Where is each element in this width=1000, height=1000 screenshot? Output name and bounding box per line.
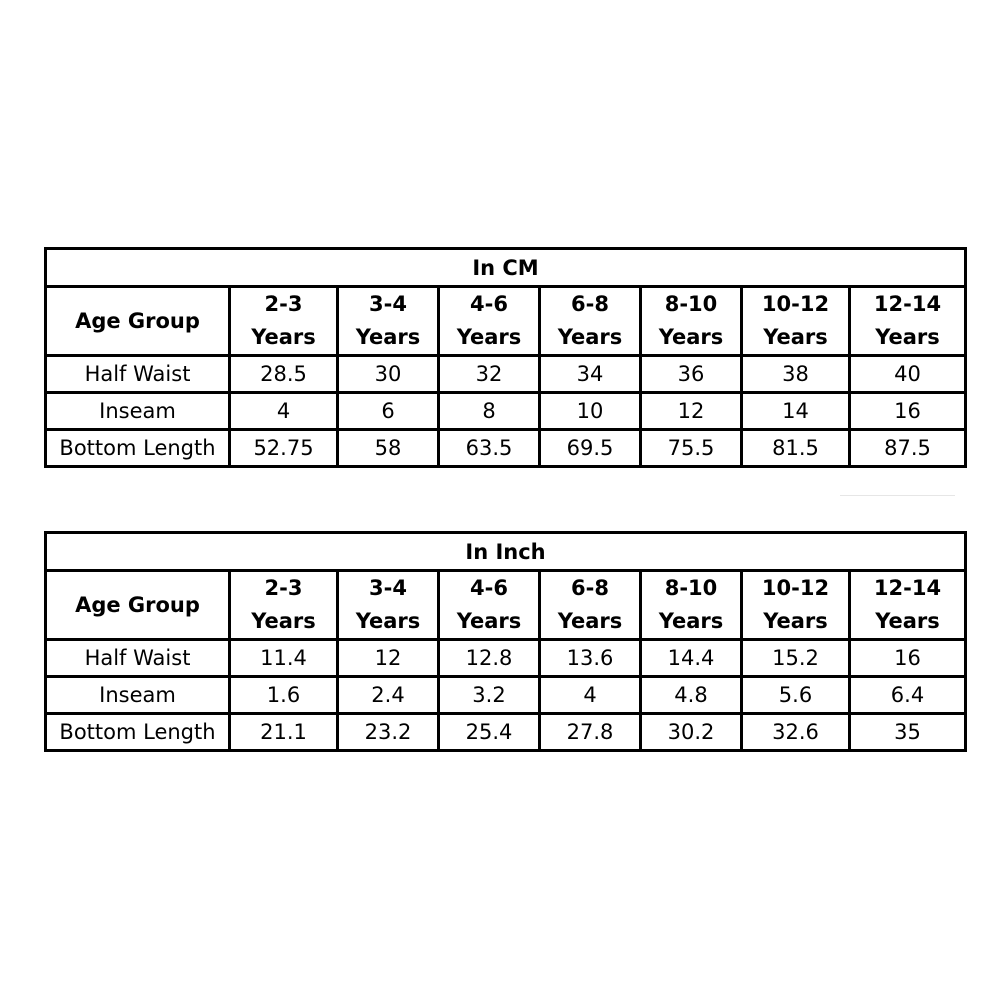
table-cell: 12	[338, 640, 439, 677]
table-cell: 16	[850, 393, 966, 430]
table-cell: 32	[439, 356, 540, 393]
age-column-header	[230, 287, 338, 356]
age-range: 6-8	[571, 576, 609, 600]
age-unit: Years	[557, 325, 623, 349]
age-range: 10-12	[761, 576, 830, 600]
age-column-header	[439, 287, 540, 356]
table-cell: 6	[338, 393, 439, 430]
table-cell: 40	[850, 356, 966, 393]
table-title-row	[46, 533, 966, 571]
table-cell: 21.1	[230, 714, 338, 751]
table-cell: 81.5	[742, 430, 850, 467]
age-unit: Years	[456, 325, 522, 349]
age-unit: Years	[658, 325, 724, 349]
age-unit: Years	[875, 609, 940, 633]
table-cell: 69.5	[540, 430, 641, 467]
table-cell: 12.8	[439, 640, 540, 677]
age-column-header	[742, 571, 850, 640]
age-range: 10-12	[761, 292, 830, 316]
age-range: 4-6	[470, 576, 508, 600]
divider-line	[840, 495, 955, 496]
table-row	[46, 640, 966, 677]
age-group-header: Age Group	[46, 571, 230, 640]
age-unit: Years	[251, 325, 316, 349]
age-unit: Years	[763, 325, 828, 349]
table-cell: 11.4	[230, 640, 338, 677]
size-chart-inch-table	[44, 531, 967, 752]
age-column-header	[439, 571, 540, 640]
row-label: Inseam	[46, 393, 230, 430]
age-range: 4-6	[470, 292, 508, 316]
table-cell: 1.6	[230, 677, 338, 714]
age-column-header	[850, 287, 966, 356]
table-cell: 10	[540, 393, 641, 430]
age-range: 6-8	[571, 292, 609, 316]
table-row	[46, 430, 966, 467]
age-range: 12-14	[873, 576, 942, 600]
age-range: 2-3	[264, 292, 303, 316]
age-column-header	[742, 287, 850, 356]
age-range: 2-3	[264, 576, 303, 600]
age-column-header	[641, 287, 742, 356]
age-column-header	[641, 571, 742, 640]
age-unit: Years	[355, 325, 421, 349]
table-cell: 75.5	[641, 430, 742, 467]
age-range: 12-14	[873, 292, 942, 316]
table-title: In Inch	[46, 533, 966, 571]
table-title-row	[46, 249, 966, 287]
table-cell: 36	[641, 356, 742, 393]
table-cell: 14.4	[641, 640, 742, 677]
table-cell: 15.2	[742, 640, 850, 677]
age-range: 8-10	[664, 576, 718, 600]
table-cell: 58	[338, 430, 439, 467]
table-cell: 35	[850, 714, 966, 751]
row-label: Bottom Length	[46, 430, 230, 467]
age-column-header	[540, 571, 641, 640]
table-row	[46, 714, 966, 751]
table-cell: 30.2	[641, 714, 742, 751]
age-range: 8-10	[664, 292, 718, 316]
table-cell: 30	[338, 356, 439, 393]
age-unit: Years	[557, 609, 623, 633]
table-cell: 6.4	[850, 677, 966, 714]
table-cell: 3.2	[439, 677, 540, 714]
age-range: 3-4	[369, 576, 407, 600]
age-group-header: Age Group	[46, 287, 230, 356]
row-label: Half Waist	[46, 356, 230, 393]
table-cell: 4	[540, 677, 641, 714]
table-cell: 34	[540, 356, 641, 393]
table-cell: 87.5	[850, 430, 966, 467]
table-cell: 27.8	[540, 714, 641, 751]
table-header-row	[46, 571, 966, 640]
table-row	[46, 677, 966, 714]
table-cell: 32.6	[742, 714, 850, 751]
table-title: In CM	[46, 249, 966, 287]
table-row	[46, 356, 966, 393]
row-label: Inseam	[46, 677, 230, 714]
table-cell: 12	[641, 393, 742, 430]
age-column-header	[540, 287, 641, 356]
table-cell: 2.4	[338, 677, 439, 714]
table-cell: 52.75	[230, 430, 338, 467]
age-unit: Years	[658, 609, 724, 633]
row-label: Half Waist	[46, 640, 230, 677]
table-cell: 5.6	[742, 677, 850, 714]
table-cell: 28.5	[230, 356, 338, 393]
table-cell: 25.4	[439, 714, 540, 751]
age-unit: Years	[251, 609, 316, 633]
age-unit: Years	[355, 609, 421, 633]
age-unit: Years	[875, 325, 940, 349]
table-cell: 63.5	[439, 430, 540, 467]
table-cell: 14	[742, 393, 850, 430]
age-column-header	[338, 571, 439, 640]
age-column-header	[338, 287, 439, 356]
age-unit: Years	[763, 609, 828, 633]
age-range: 3-4	[369, 292, 407, 316]
table-cell: 4.8	[641, 677, 742, 714]
table-cell: 8	[439, 393, 540, 430]
size-chart-cm-table	[44, 247, 967, 468]
age-column-header	[230, 571, 338, 640]
table-cell: 16	[850, 640, 966, 677]
table-cell: 23.2	[338, 714, 439, 751]
table-header-row	[46, 287, 966, 356]
table-cell: 38	[742, 356, 850, 393]
table-row	[46, 393, 966, 430]
table-cell: 4	[230, 393, 338, 430]
row-label: Bottom Length	[46, 714, 230, 751]
age-unit: Years	[456, 609, 522, 633]
table-cell: 13.6	[540, 640, 641, 677]
age-column-header	[850, 571, 966, 640]
